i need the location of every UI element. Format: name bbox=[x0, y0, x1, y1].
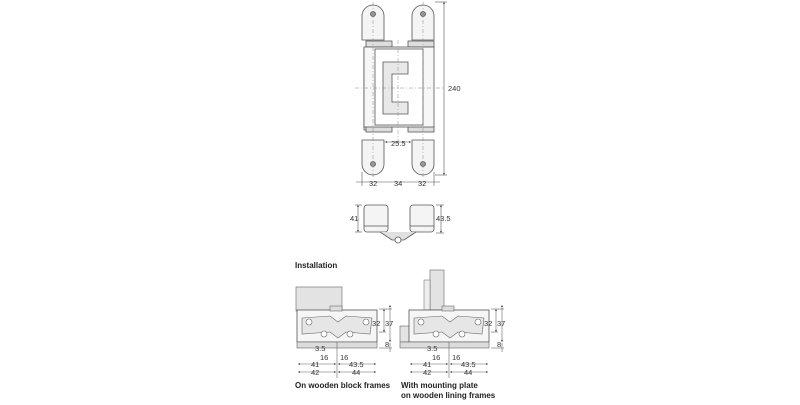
right-center-16b: 16 bbox=[452, 353, 461, 362]
left-offset-label: 3.5 bbox=[315, 344, 326, 353]
pin-gap-label: 25.5 bbox=[391, 139, 406, 148]
installation-heading: Installation bbox=[295, 261, 338, 270]
width-center-label: 34 bbox=[394, 179, 403, 188]
caption-block-frames: On wooden block frames bbox=[295, 381, 391, 390]
left-center-16b: 16 bbox=[340, 353, 349, 362]
side-right-label: 43.5 bbox=[436, 214, 451, 223]
caption-lining-frames-line2: on wooden lining frames bbox=[401, 391, 496, 400]
width-left-label: 32 bbox=[369, 179, 378, 188]
right-offset-label: 3.5 bbox=[427, 344, 438, 353]
right-outer-37-label: 37 bbox=[497, 319, 506, 328]
right-41-label: 41 bbox=[423, 360, 432, 369]
left-42-label: 42 bbox=[311, 368, 320, 377]
right-center-16a: 16 bbox=[432, 353, 441, 362]
left-frame-8-label: 8 bbox=[385, 340, 390, 349]
hinge-side-view bbox=[364, 205, 434, 243]
left-43-5-label: 43.5 bbox=[349, 360, 364, 369]
left-41-label: 41 bbox=[311, 360, 320, 369]
right-43-5-label: 43.5 bbox=[461, 360, 476, 369]
right-44-label: 44 bbox=[464, 368, 473, 377]
height-240-label: 240 bbox=[448, 84, 461, 93]
left-inner-32-label: 32 bbox=[372, 319, 381, 328]
right-inner-32-label: 32 bbox=[484, 319, 493, 328]
right-frame-8-label: 8 bbox=[497, 340, 502, 349]
width-right-label: 32 bbox=[418, 179, 427, 188]
left-outer-37-label: 37 bbox=[385, 319, 394, 328]
left-44-label: 44 bbox=[352, 368, 361, 377]
side-left-label: 41 bbox=[350, 214, 359, 223]
right-42-label: 42 bbox=[423, 368, 432, 377]
left-center-16a: 16 bbox=[320, 353, 329, 362]
caption-lining-frames-line1: With mounting plate bbox=[401, 381, 478, 390]
